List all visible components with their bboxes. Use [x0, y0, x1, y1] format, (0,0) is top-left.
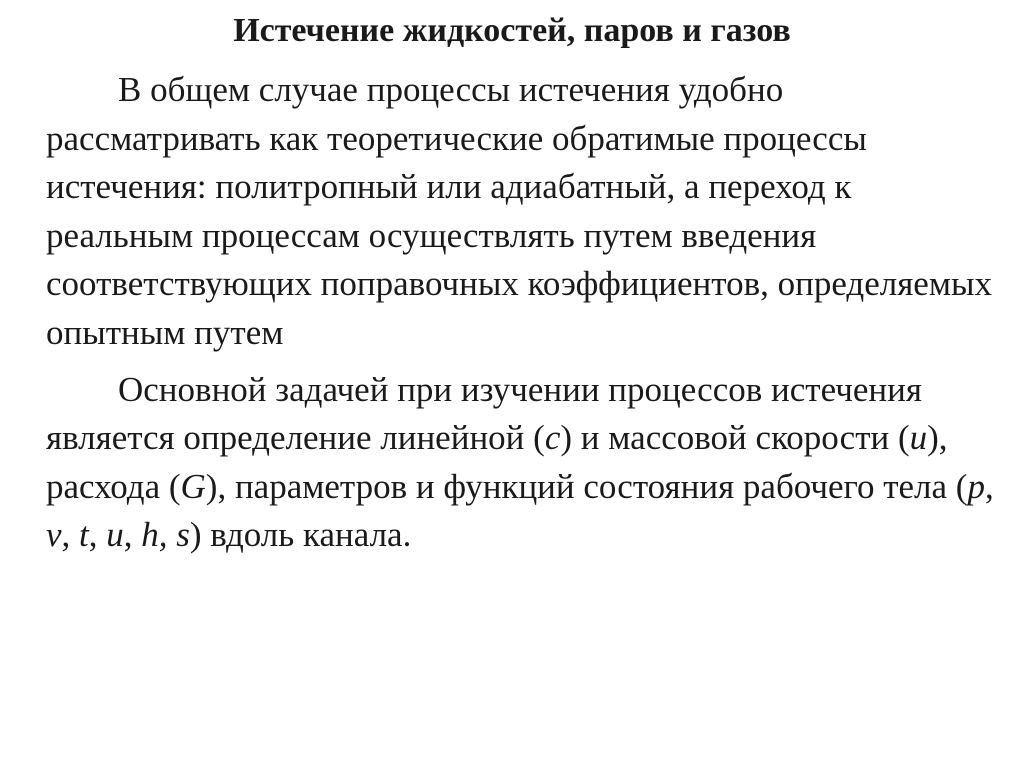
separator — [168, 515, 177, 554]
paragraph-intro: В общем случае процессы истечения удобно рассматривать как теоретические обратимые процессы истечения: политропный или адиабатный, а переход к реальным процессам осуществлять путем введения соответствующих поправочных коэффициентов, определяемых опытным путем — [46, 70, 993, 352]
variable-s: s — [176, 515, 190, 555]
variable-u-internal-energy: u — [106, 515, 124, 555]
variable-u: u — [909, 418, 928, 458]
separator: , — [984, 466, 994, 506]
separator: , — [61, 515, 80, 555]
text-segment: ), расхода ( — [46, 418, 948, 506]
variable-h: h, — [141, 515, 168, 555]
slide-body — [46, 66, 996, 560]
text-segment: ) и массовой скорости ( — [560, 418, 910, 458]
variable-c: с — [544, 418, 561, 458]
variable-p: p — [967, 466, 985, 506]
text-segment: Основной задачей при изучении процессов истечения является определение линейной ( — [46, 369, 922, 458]
separator: , — [88, 515, 107, 555]
text-segment: ) вдоль канала. — [189, 515, 412, 555]
paragraph-main-task — [46, 366, 996, 560]
slide-title: Истечение жидкостей, паров и газов — [233, 12, 791, 49]
separator: , — [123, 515, 142, 555]
variable-t: t — [79, 515, 89, 555]
variable-v: v — [46, 515, 62, 555]
text-segment: ), параметров и функций состояния рабочего тела ( — [205, 466, 968, 506]
variable-G: G — [180, 466, 206, 506]
